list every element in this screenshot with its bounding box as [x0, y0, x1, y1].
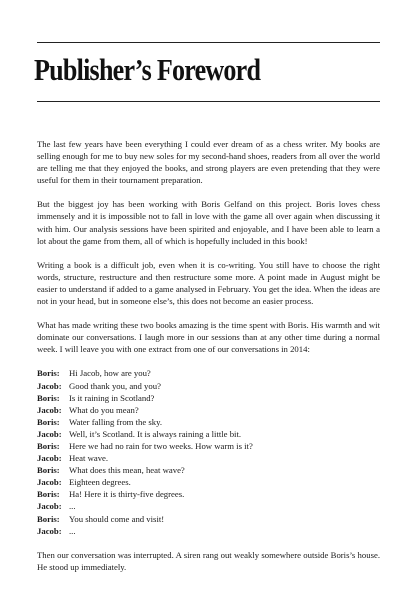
dialogue-line — [37, 404, 380, 416]
dialogue-line — [37, 500, 380, 512]
dialogue-line — [37, 513, 380, 525]
speaker-label: Boris: — [37, 392, 60, 403]
dialogue-text: Heat wave. — [69, 453, 109, 464]
top-rule — [37, 42, 380, 43]
dialogue-line — [37, 392, 380, 404]
dialogue-text: Here we had no rain for two weeks. How warm is it? — [69, 440, 253, 451]
dialogue-line — [37, 440, 380, 452]
conversation-transcript — [37, 367, 380, 536]
closing-paragraph: Then our conversation was interrupted. A siren rang out weakly somewhere outside Boris’s house. He stood up immediately. — [37, 549, 380, 572]
dialogue-line — [37, 476, 380, 488]
speaker-label: Boris: — [37, 440, 60, 451]
speaker-label: Boris: — [37, 513, 60, 524]
dialogue-text: Ha! Here it is thirty-five degrees. — [69, 489, 185, 500]
dialogue-text: Good thank you, and you? — [69, 380, 161, 391]
speaker-label: Jacob: — [37, 404, 62, 415]
dialogue-line — [37, 367, 380, 379]
paragraph-4: What has made writing these two books amazing is the time spent with Boris. His warmth and wit dominate our conversations. I laugh more in our sessions than at any other time during a normal week. I will leave you with one extract from one of our conversations in 2014: — [37, 320, 380, 355]
paragraph-1: The last few years have been everything I could ever dream of as a chess writer. My books are selling enough for me to buy new soles for my second-hand shoes, readers from all over the world are telling me that they enjoyed the books, and strong players are even pretending that they were useful for them in their tournament preparation. — [37, 139, 380, 186]
title-underline-rule — [37, 101, 380, 102]
speaker-label: Jacob: — [37, 428, 62, 439]
speaker-label: Boris: — [37, 465, 60, 476]
speaker-label: Jacob: — [37, 525, 62, 536]
dialogue-text: You should come and visit! — [69, 513, 165, 524]
dialogue-text: Is it raining in Scotland? — [69, 392, 155, 403]
page-title: Publisher’s Foreword — [34, 52, 261, 87]
dialogue-text: Hi Jacob, how are you? — [69, 368, 151, 379]
dialogue-text: Eighteen degrees. — [69, 477, 131, 488]
paragraph-3: Writing a book is a difficult job, even when it is co-writing. You still have to choose the right words, structure, restructure and then restructure some more. A point made in August might be easier to understand if added to a game analysed in February. You get the idea. When the ideas are not in your head, but in someone else’s, this does not become an easier process. — [37, 259, 380, 307]
speaker-label: Jacob: — [37, 453, 62, 464]
dialogue-text: ... — [69, 525, 76, 536]
speaker-label: Boris: — [37, 489, 60, 500]
dialogue-line — [37, 464, 380, 476]
speaker-label: Boris: — [37, 368, 60, 379]
dialogue-text: Water falling from the sky. — [69, 416, 163, 427]
dialogue-line — [37, 416, 380, 428]
foreword-body — [37, 138, 380, 585]
paragraph-2: But the biggest joy has been working with Boris Gelfand on this project. Boris loves chess immensely and it is impossible not to fall in love with the game all over again when discussing it with him. Our analysis sessions have been spirited and enjoyable, and I have been able to learn a lot about the game from them, all of which is hopefully included in this book! — [37, 199, 380, 246]
dialogue-text: ... — [69, 501, 76, 512]
dialogue-line — [37, 452, 380, 464]
speaker-label: Jacob: — [37, 477, 62, 488]
dialogue-line — [37, 428, 380, 440]
speaker-label: Jacob: — [37, 501, 62, 512]
dialogue-line — [37, 525, 380, 537]
dialogue-line — [37, 380, 380, 392]
dialogue-text: Well, it’s Scotland. It is always raining a little bit. — [69, 428, 242, 439]
dialogue-text: What do you mean? — [69, 404, 139, 415]
speaker-label: Boris: — [37, 416, 60, 427]
speaker-label: Jacob: — [37, 380, 62, 391]
dialogue-line — [37, 488, 380, 500]
dialogue-text: What does this mean, heat wave? — [69, 465, 185, 476]
